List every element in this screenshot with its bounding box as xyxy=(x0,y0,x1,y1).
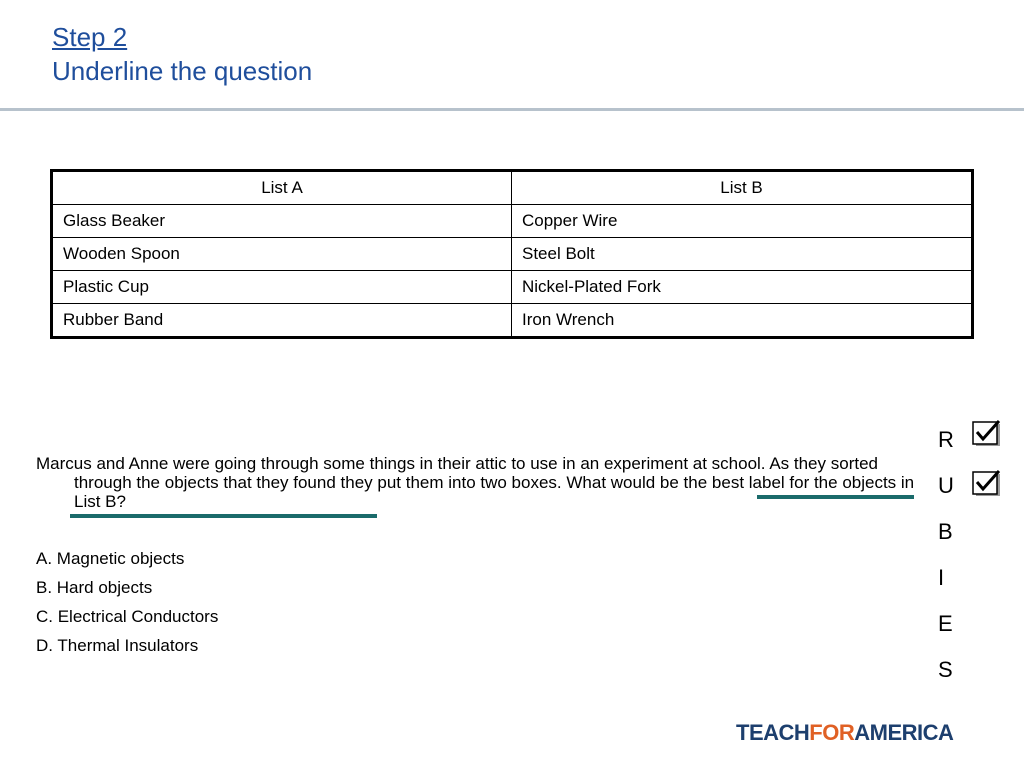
slide-title xyxy=(52,20,312,88)
header-list-a: List A xyxy=(52,171,512,205)
rubies-letter-b: B xyxy=(938,519,953,544)
question-prompt: What would be the best label for the objects in List B? xyxy=(74,473,915,511)
list-b-cell: Steel Bolt xyxy=(512,238,973,271)
list-a-cell: Rubber Band xyxy=(52,304,512,338)
answer-choice-d: D. Thermal Insulators xyxy=(36,636,199,655)
table-row xyxy=(52,271,973,304)
question-underline-2 xyxy=(70,514,377,518)
question-underline-1 xyxy=(757,495,914,499)
checkbox-checked-icon xyxy=(972,420,1002,448)
answer-choice-b: B. Hard objects xyxy=(36,578,153,597)
list-a-cell: Wooden Spoon xyxy=(52,238,512,271)
table-row xyxy=(52,304,973,338)
table-header-row xyxy=(52,171,973,205)
title-instruction: Underline the question xyxy=(52,56,313,86)
rubies-letter-e: E xyxy=(938,611,953,636)
title-step: Step 2 xyxy=(52,22,128,52)
lists-table xyxy=(50,169,974,339)
checkbox-checked-icon xyxy=(972,470,1002,498)
answer-choices xyxy=(36,548,218,664)
rubies-letter-s: S xyxy=(938,657,953,682)
teach-for-america-logo: TEACHFORAMERICA xyxy=(736,720,954,745)
list-a-cell: Glass Beaker xyxy=(52,205,512,238)
table-row xyxy=(52,238,973,271)
list-b-cell: Iron Wrench xyxy=(512,304,973,338)
title-divider xyxy=(0,108,1024,111)
rubies-letter-i: I xyxy=(938,565,945,590)
header-list-b: List B xyxy=(512,171,973,205)
question-context: Marcus and Anne were going through some things in their attic to use in an experiment at school. As they sorted through the objects that they found they put them into two boxes. xyxy=(36,454,878,492)
list-a-cell: Plastic Cup xyxy=(52,271,512,304)
rubies-letter-r: R xyxy=(938,427,954,452)
rubies-letter-u: U xyxy=(938,473,954,498)
list-b-cell: Copper Wire xyxy=(512,205,973,238)
question-paragraph xyxy=(36,454,926,511)
answer-choice-c: C. Electrical Conductors xyxy=(36,607,219,626)
list-b-cell: Nickel-Plated Fork xyxy=(512,271,973,304)
answer-choice-a: A. Magnetic objects xyxy=(36,549,185,568)
table-row xyxy=(52,205,973,238)
